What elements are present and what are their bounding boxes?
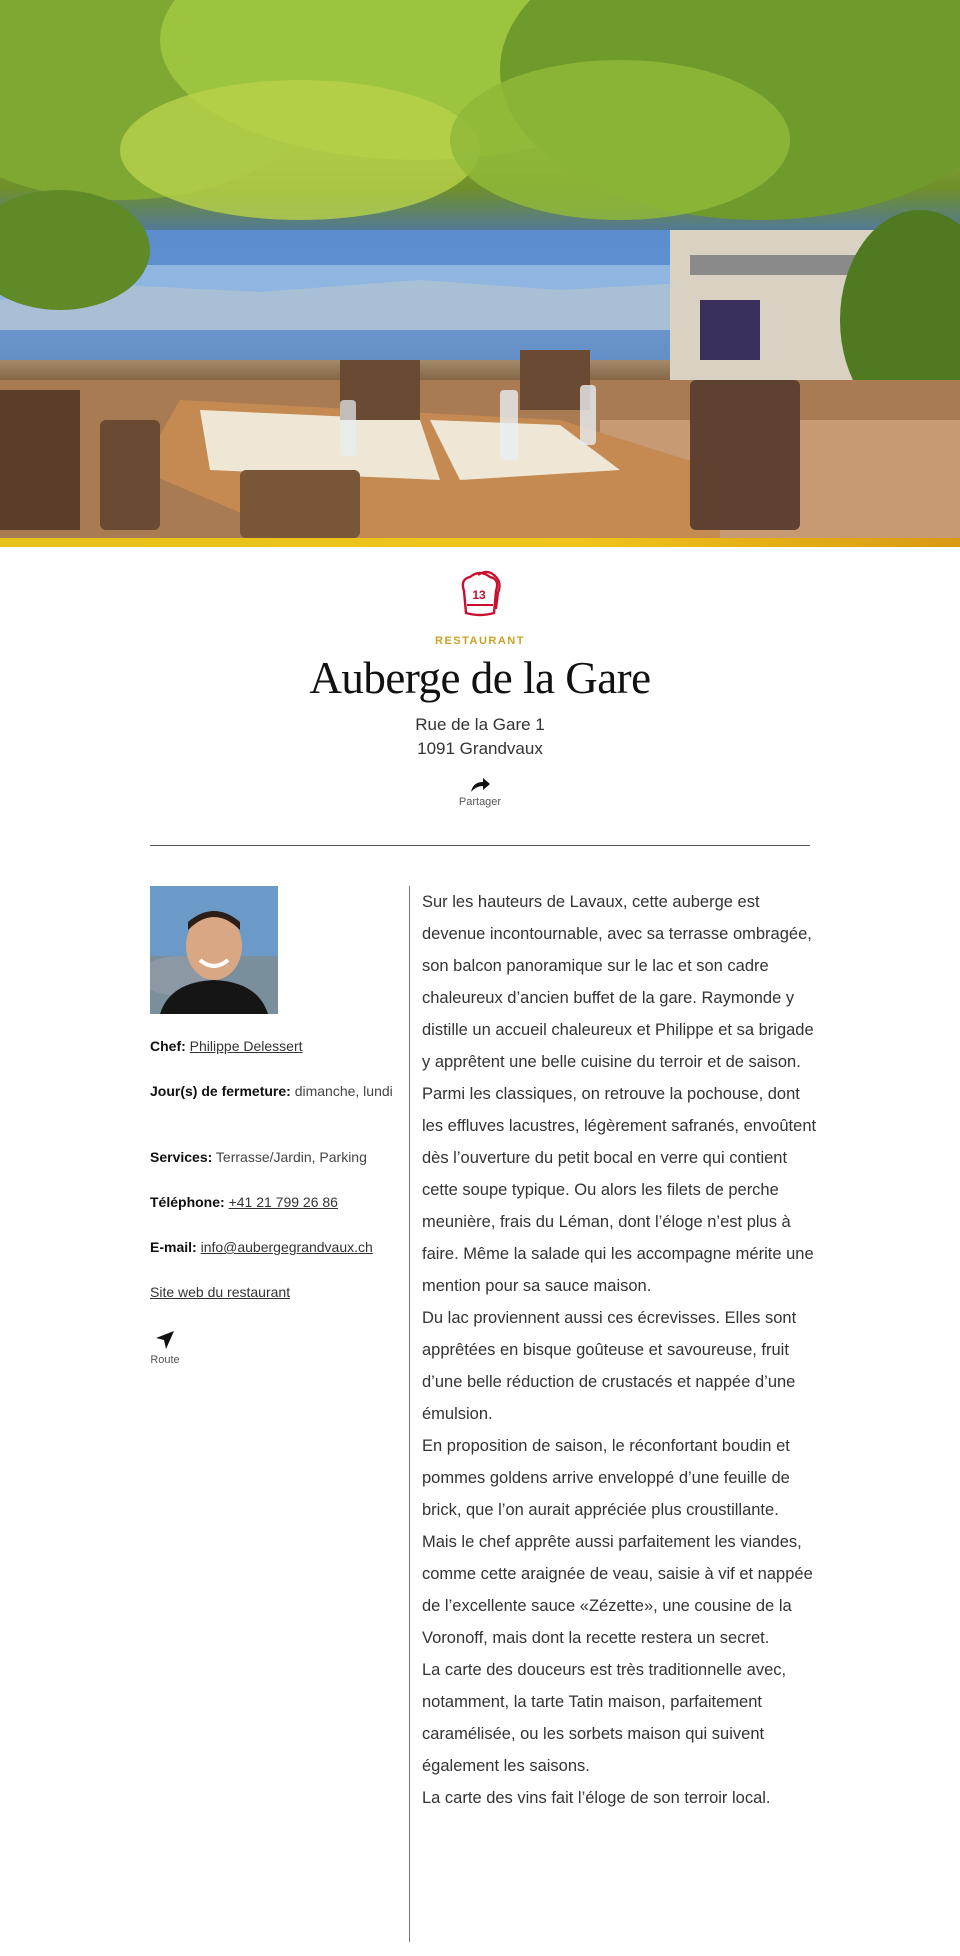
address-city: 1091 Grandvaux [417,739,543,758]
review-paragraph: La carte des douceurs est très traditionnelle avec, notamment, la tarte Tatin maison, parfaitement caramélisée, ou les sorbets maison qui suivent également les saisons. [422,1661,787,1775]
chef-info [150,1037,395,1056]
email-info [150,1238,395,1257]
closing-value: dimanche, lundi [294,1083,393,1099]
services-info [150,1148,395,1167]
route-button[interactable] [150,1330,180,1366]
review-paragraph: En proposition de saison, le réconfortant boudin et pommes goldens arrive enveloppé d’une feuille de brick, que l’on aurait appréciée plus croustillante. [422,1437,790,1519]
restaurant-address [0,713,960,761]
phone-info [150,1193,395,1212]
review-paragraph: Du lac proviennent aussi ces écrevisses. Elles sont apprêtées en bisque goûteuse et savoureuse, fruit d’une belle réduction de crustacés et nappée d’une émulsion. [422,1309,797,1423]
share-arrow-icon [469,776,491,794]
closing-label: Jour(s) de fermeture: [150,1083,291,1099]
route-label: Route [150,1354,180,1366]
chef-portrait [150,886,278,1014]
website-info [150,1283,395,1302]
hero-illustration [0,0,960,538]
review-paragraph: Mais le chef apprête aussi parfaitement les viandes, comme cette araignée de veau, saisie à vif et nappée de l’excellente sauce «Zézette», une cousine de la Voronoff, mais dont la recette restera un secret. [422,1533,813,1647]
share-label: Partager [458,796,502,808]
services-label: Services: [150,1149,213,1165]
review-paragraph: Parmi les classiques, on retrouve la pochouse, dont les effluves lacustres, légèrement safranés, envoûtent dès l’ouverture du petit bocal en verre qui contient cette soupe typique. Ou alors les filets de perche meunière, frais du Léman, dont l’éloge n’est plus à faire. Même la salade qui les accompagne mérite une mention pour sa sauce maison. [422,1085,817,1295]
chef-name-link[interactable]: Philippe Delessert [189,1038,303,1054]
website-link[interactable]: Site web du restaurant [150,1284,291,1300]
phone-link[interactable]: +41 21 799 26 86 [228,1194,338,1210]
address-street: Rue de la Gare 1 [415,715,545,734]
navigation-arrow-icon [155,1330,175,1350]
gault-millau-toque-badge [458,569,502,619]
share-button[interactable] [430,776,530,808]
review-paragraph: Sur les hauteurs de Lavaux, cette auberge est devenue incontournable, avec sa terrasse ombragée, son balcon panoramique sur le lac et son cadre chaleureux d’ancien buffet de la gare. Raymonde y distille un accueil chaleureux et Philippe et sa brigade y apprêtent une belle cuisine du terroir et de saison. [422,893,814,1071]
hero-accent-stripe [0,538,960,547]
hero-image [0,0,960,538]
email-link[interactable]: info@aubergegrandvaux.ch [200,1239,373,1255]
section-divider [150,845,810,846]
restaurant-name: Auberge de la Gare [309,653,651,703]
restaurant-category: RESTAURANT [435,635,525,647]
closing-days-info [150,1082,395,1101]
chef-photo [150,886,278,1014]
phone-label: Téléphone: [150,1194,225,1210]
email-label: E-mail: [150,1239,197,1255]
services-value: Terrasse/Jardin, Parking [215,1149,367,1165]
badge-score: 13 [472,588,486,602]
restaurant-review [422,886,817,1814]
chef-label: Chef: [150,1038,186,1054]
review-paragraph: La carte des vins fait l’éloge de son terroir local. [422,1789,771,1807]
toque-icon [458,569,502,619]
column-separator [409,886,410,1942]
